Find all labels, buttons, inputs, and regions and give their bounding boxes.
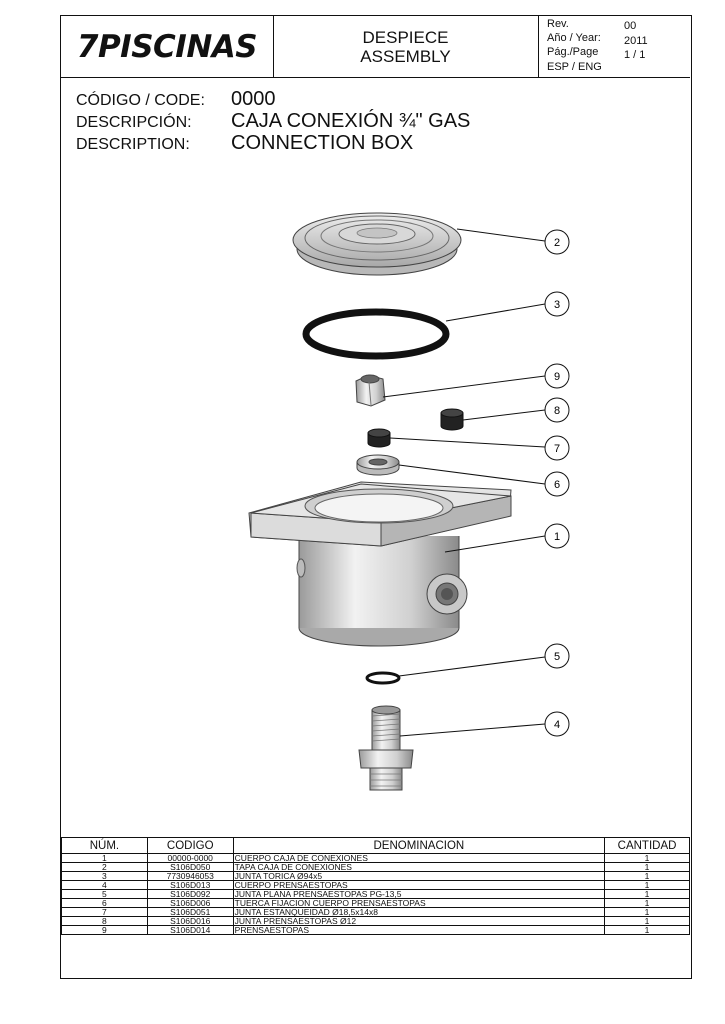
col-header-name: DENOMINACION — [233, 838, 604, 854]
cell-num: 9 — [62, 926, 148, 935]
table-header-row — [62, 838, 690, 854]
cell-name: JUNTA PLANA PRENSAESTOPAS PG-13,5 — [233, 890, 604, 899]
table-row — [62, 863, 690, 872]
col-header-qty: CANTIDAD — [605, 838, 690, 854]
table-row — [62, 872, 690, 881]
cell-name: JUNTA ESTANQUEIDAD Ø18,5x14x8 — [233, 908, 604, 917]
cell-num: 4 — [62, 881, 148, 890]
table-row — [62, 917, 690, 926]
doc-title-en: ASSEMBLY — [360, 46, 451, 66]
meta-label: Año / Year: — [547, 32, 601, 44]
cell-num: 5 — [62, 890, 148, 899]
cell-qty: 1 — [605, 908, 690, 917]
cell-code: S106D013 — [147, 881, 233, 890]
cell-qty: 1 — [605, 917, 690, 926]
cell-qty: 1 — [605, 926, 690, 935]
part-sealing-gasket — [368, 429, 390, 447]
meta-value: 2011 — [624, 35, 648, 47]
exploded-view — [61, 16, 690, 836]
callout-2 — [545, 230, 569, 254]
cell-name: CUERPO CAJA DE CONEXIONES — [233, 854, 604, 863]
cell-name: TAPA CAJA DE CONEXIONES — [233, 863, 604, 872]
description-es-value: CAJA CONEXIÓN ¾" GAS — [231, 110, 471, 132]
callout-number: 2 — [553, 237, 561, 249]
cell-code: S106D016 — [147, 917, 233, 926]
callout-6 — [545, 472, 569, 496]
meta-label: Rev. — [547, 18, 569, 30]
callout-4 — [545, 712, 569, 736]
drawing-sheet — [60, 15, 692, 979]
code-label: CÓDIGO / CODE: — [76, 92, 205, 109]
callout-7 — [545, 436, 569, 460]
cell-qty: 1 — [605, 854, 690, 863]
meta-value: 1 / 1 — [624, 49, 646, 61]
cell-qty: 1 — [605, 863, 690, 872]
callout-1 — [545, 524, 569, 548]
cell-num: 1 — [62, 854, 148, 863]
cell-name: TUERCA FIJACION CUERPO PRENSAESTOPAS — [233, 899, 604, 908]
callout-number: 6 — [553, 479, 561, 491]
cell-num: 7 — [62, 908, 148, 917]
cell-name: JUNTA TORICA Ø94x5 — [233, 872, 604, 881]
part-gland-nut — [356, 375, 385, 406]
cell-num: 3 — [62, 872, 148, 881]
callout-number: 3 — [553, 299, 561, 311]
cell-name: JUNTA PRENSAESTOPAS Ø12 — [233, 917, 604, 926]
description-en-label: DESCRIPTION: — [76, 136, 190, 153]
doc-title-es: DESPIECE — [362, 27, 449, 47]
callout-number: 9 — [553, 371, 561, 383]
col-header-code: CODIGO — [147, 838, 233, 854]
part-gland-body — [359, 706, 413, 790]
cell-code: S106D092 — [147, 890, 233, 899]
parts-list-table — [61, 837, 690, 935]
callout-number: 7 — [553, 443, 561, 455]
table-row — [62, 926, 690, 935]
callout-number: 5 — [553, 651, 561, 663]
cell-code: 7730946053 — [147, 872, 233, 881]
cell-qty: 1 — [605, 872, 690, 881]
part-gland-seal — [441, 409, 463, 430]
part-box-body — [249, 482, 511, 646]
callout-9 — [545, 364, 569, 388]
meta-value: 00 — [624, 20, 637, 32]
cell-qty: 1 — [605, 881, 690, 890]
callout-number: 4 — [553, 719, 561, 731]
table-row — [62, 908, 690, 917]
callout-number: 1 — [553, 531, 561, 543]
meta-label: ESP / ENG — [547, 61, 602, 73]
callout-balloons — [545, 230, 569, 736]
meta-label: Pág./Page — [547, 46, 599, 58]
cell-code: 00000-0000 — [147, 854, 233, 863]
cell-num: 2 — [62, 863, 148, 872]
cell-code: S106D050 — [147, 863, 233, 872]
description-en-value: CONNECTION BOX — [231, 132, 414, 154]
callout-5 — [545, 644, 569, 668]
part-lid — [293, 213, 461, 275]
callout-3 — [545, 292, 569, 316]
company-logo: 7PISCINAS — [61, 16, 274, 77]
cell-num: 6 — [62, 899, 148, 908]
cell-num: 8 — [62, 917, 148, 926]
description-es-label: DESCRIPCIÓN: — [76, 114, 192, 131]
cell-code: S106D051 — [147, 908, 233, 917]
leader-lines — [383, 229, 545, 736]
table-row — [62, 854, 690, 863]
part-fixing-nut — [357, 455, 399, 475]
part-o-ring — [306, 312, 446, 356]
cell-qty: 1 — [605, 890, 690, 899]
cell-name: PRENSAESTOPAS — [233, 926, 604, 935]
callout-8 — [545, 398, 569, 422]
cell-code: S106D006 — [147, 899, 233, 908]
callout-number: 8 — [553, 405, 561, 417]
col-header-num: NÚM. — [62, 838, 148, 854]
part-flat-gasket — [367, 673, 399, 683]
cell-qty: 1 — [605, 899, 690, 908]
cell-code: S106D014 — [147, 926, 233, 935]
code-value: 0000 — [231, 88, 276, 110]
cell-name: CUERPO PRENSAESTOPAS — [233, 881, 604, 890]
